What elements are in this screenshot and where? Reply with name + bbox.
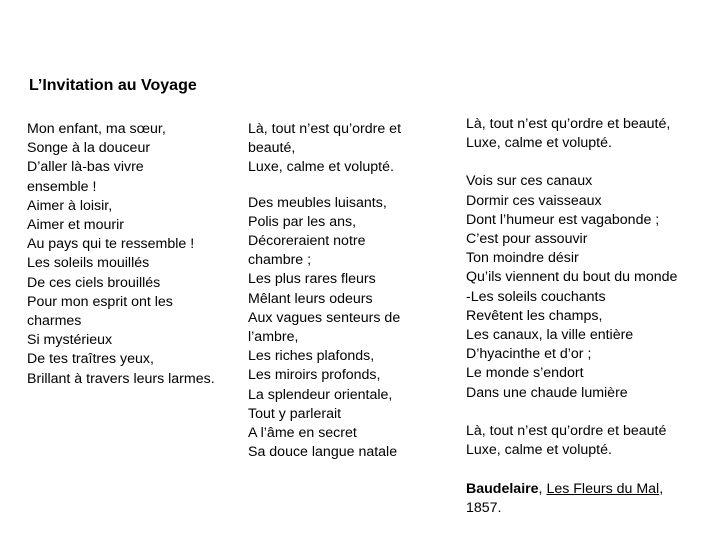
- poem-line: Luxe, calme et volupté.: [466, 135, 612, 152]
- stanza: [466, 172, 677, 402]
- poem-line: Là, tout n’est qu’ordre et beauté: [466, 422, 667, 439]
- poem-line: Le monde s’endort: [466, 365, 584, 382]
- poem-line: Luxe, calme et volupté.: [466, 442, 612, 459]
- poem-line: Là, tout n’est qu’ordre et beauté,: [466, 116, 671, 132]
- poem-line: charmes: [27, 313, 82, 330]
- stanza: [248, 194, 401, 463]
- poem-line: La splendeur orientale,: [248, 386, 393, 403]
- poem-line: Les soleils mouillés: [27, 255, 150, 272]
- poem-line: Revêtent les champs,: [466, 307, 603, 324]
- poem-line: Les miroirs profonds,: [248, 367, 381, 384]
- poem-line: beauté,: [248, 140, 296, 157]
- attribution-separator: ,: [538, 481, 547, 497]
- poem-line: -Les soleils couchants: [466, 288, 606, 305]
- poem-line: Là, tout n’est qu’ordre et: [248, 121, 402, 137]
- poem-line: Songe à la douceur: [27, 140, 151, 157]
- poem-line: De ces ciels brouillés: [27, 274, 161, 291]
- attribution-author: Baudelaire: [466, 481, 539, 497]
- poem-line: Tout y parlerait: [248, 405, 342, 422]
- poem-line: Aimer à loisir,: [27, 197, 113, 214]
- poem-column-2: [248, 120, 401, 462]
- stanza: [466, 115, 677, 153]
- poem-line: Ton moindre désir: [466, 250, 579, 267]
- poem-line: Si mystérieux: [27, 332, 113, 349]
- poem-line: Les plus rares fleurs: [248, 271, 376, 288]
- poem-line: ensemble !: [27, 178, 97, 195]
- poem-line: A l’âme en secret: [248, 425, 357, 442]
- poem-line: Brillant à travers leurs larmes.: [27, 370, 215, 387]
- poem-line: Dormir ces vaisseaux: [466, 192, 602, 209]
- poem-line: Dont l’humeur est vagabonde ;: [466, 211, 660, 228]
- stanza: [466, 422, 677, 460]
- poem-line: Mon enfant, ma sœur,: [27, 121, 166, 137]
- poem-line: Dans une chaude lumière: [466, 384, 628, 401]
- poem-column-1: [27, 120, 215, 389]
- poem-line: Sa douce langue natale: [248, 444, 398, 461]
- poem-column-3: [466, 115, 677, 460]
- poem-line: l’ambre,: [248, 329, 299, 346]
- poem-line: Luxe, calme et volupté.: [248, 159, 394, 176]
- poem-line: chambre ;: [248, 252, 312, 269]
- stanza: [27, 120, 215, 389]
- attribution: [466, 480, 663, 518]
- poem-line: Les canaux, la ville entière: [466, 327, 634, 344]
- poem-line: Aux vagues senteurs de: [248, 309, 401, 326]
- poem-line: Mêlant leurs odeurs: [248, 290, 373, 307]
- poem-line: C’est pour assouvir: [466, 231, 588, 248]
- poem-line: D’aller là-bas vivre: [27, 159, 144, 176]
- poem-line: Pour mon esprit ont les: [27, 293, 173, 310]
- poem-title: L’Invitation au Voyage: [29, 77, 197, 94]
- attribution-book-link[interactable]: Les Fleurs du Mal: [546, 481, 660, 497]
- poem-line: D’hyacinthe et d’or ;: [466, 346, 592, 363]
- poem-line: Des meubles luisants,: [248, 194, 387, 211]
- stanza: [248, 120, 401, 178]
- attribution-comma: ,: [659, 481, 664, 497]
- poem-line: De tes traîtres yeux,: [27, 351, 154, 368]
- poem-line: Décoreraient notre: [248, 233, 366, 250]
- poem-line: Qu’ils viennent du bout du monde: [466, 269, 678, 286]
- poem-line: Polis par les ans,: [248, 213, 357, 230]
- attribution-year: 1857.: [466, 500, 502, 517]
- poem-line: Au pays qui te ressemble !: [27, 236, 195, 253]
- poem-line: Vois sur ces canaux: [466, 173, 593, 190]
- poem-line: Les riches plafonds,: [248, 348, 375, 365]
- poem-line: Aimer et mourir: [27, 217, 124, 234]
